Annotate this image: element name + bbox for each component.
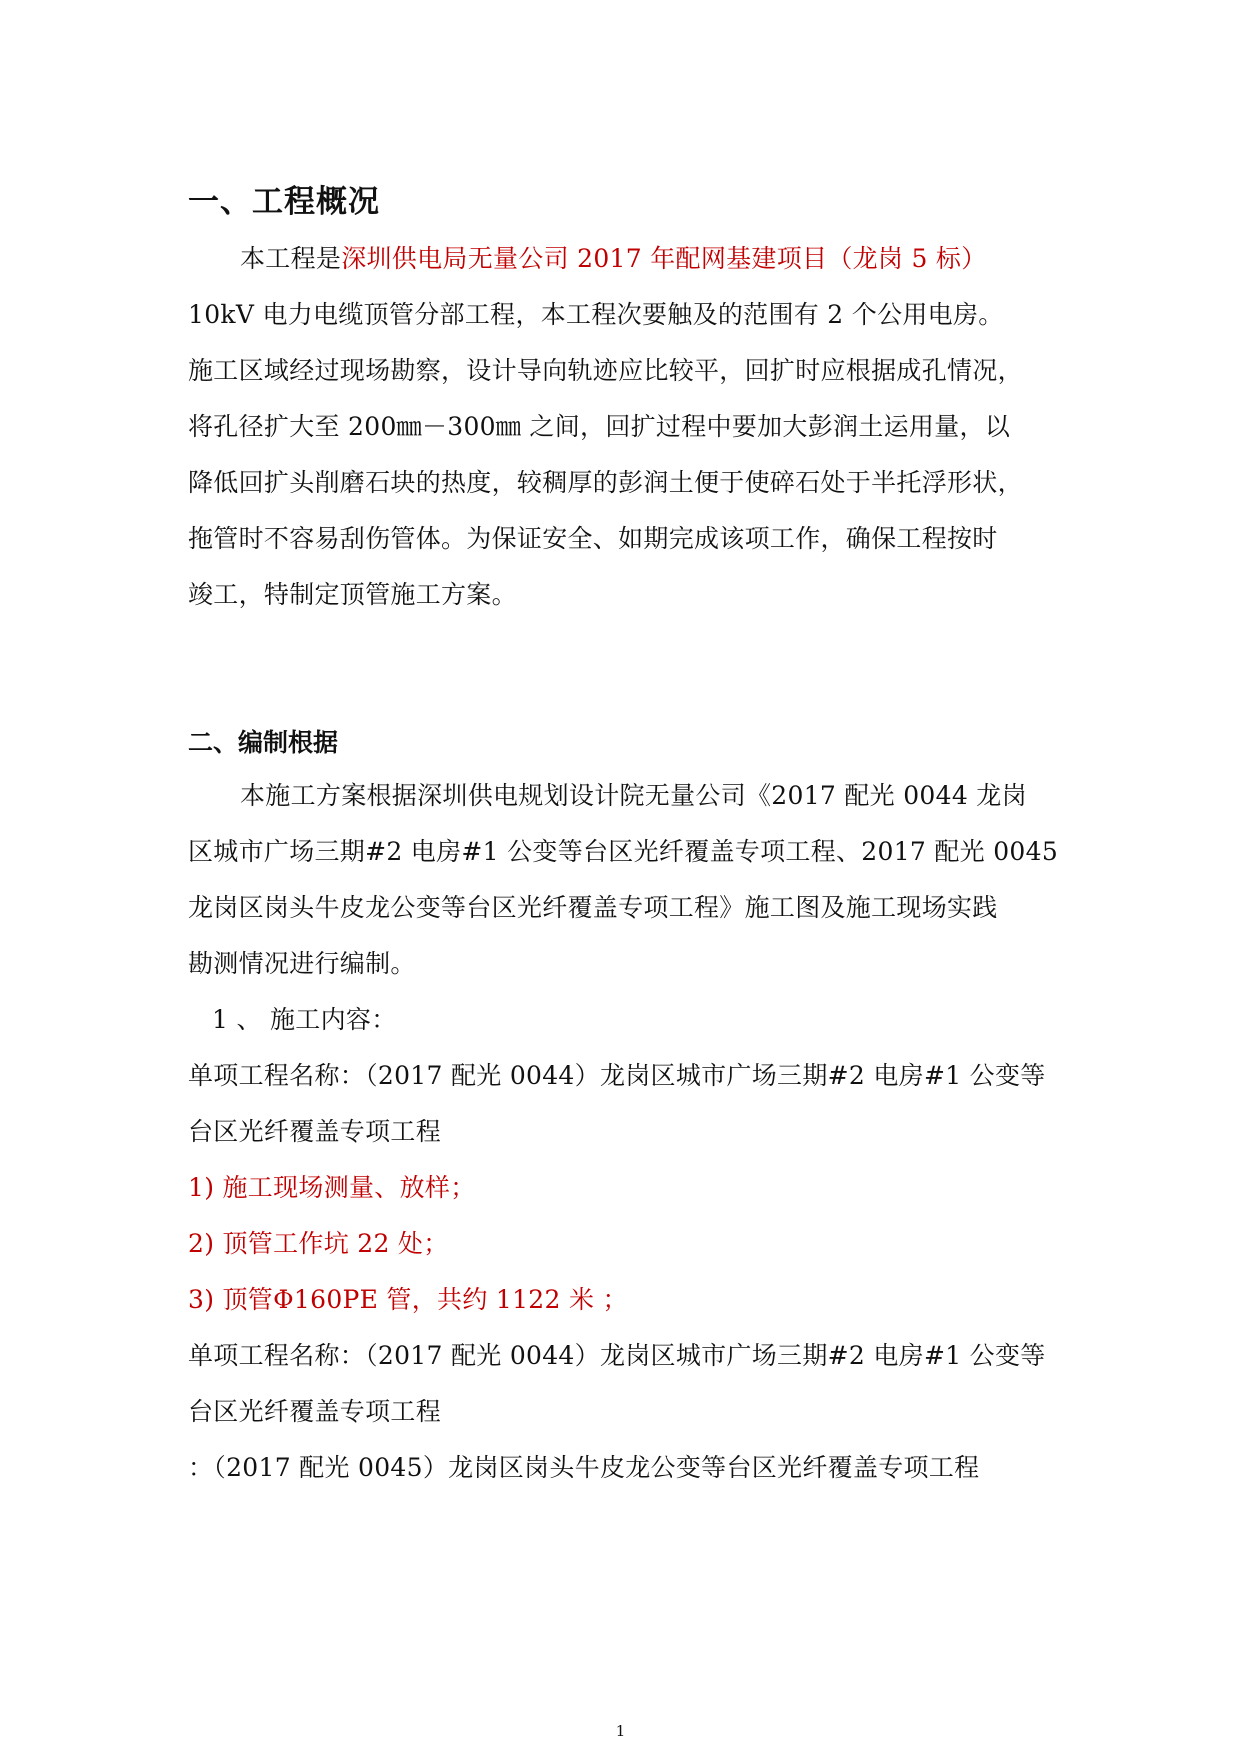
page-number: 1: [615, 1722, 626, 1740]
paragraph-line: 10kV 电力电缆顶管分部工程，本工程次要触及的范围有 2 个公用电房。: [188, 300, 1004, 329]
paragraph-line: 拖管时不容易刮伤管体。为保证安全、如期完成该项工作，确保工程按时: [188, 524, 998, 553]
paragraph-line: 降低回扩头削磨石块的热度，较稠厚的彭润土便于使碎石处于半托浮形状，: [188, 468, 1023, 497]
paragraph-line: 本施工方案根据深圳供电规划设计院无量公司《2017 配光 0044 龙岗: [240, 781, 1027, 810]
section1-heading: 一、工程概况: [188, 184, 380, 220]
project-name-line: ：（2017 配光 0045）龙岗区岗头牛皮龙公变等台区光纤覆盖专项工程: [188, 1453, 980, 1482]
task-item: 1) 施工现场测量、放样；: [188, 1173, 476, 1202]
task-item: 3) 顶管Φ160PE 管，共约 1122 米 ；: [188, 1285, 628, 1314]
paragraph-line: 勘测情况进行编制。: [188, 949, 416, 978]
task-item: 2) 顶管工作坑 22 处；: [188, 1229, 449, 1258]
paragraph-line: 区城市广场三期#2 电房#1 公变等台区光纤覆盖专项工程、2017 配光 0045: [188, 837, 1059, 866]
intro-text: 本工程是: [240, 244, 342, 273]
paragraph-line: 将孔径扩大至 200㎜－300㎜ 之间，回扩过程中要加大彭润土运用量，以: [188, 412, 1011, 441]
paragraph-line: 龙岗区岗头牛皮龙公变等台区光纤覆盖专项工程》施工图及施工现场实践: [188, 893, 998, 922]
project-name-line: 台区光纤覆盖专项工程: [188, 1117, 442, 1146]
section1-paragraph-first-line: [240, 243, 987, 275]
project-name: 深圳供电局无量公司 2017 年配网基建项目（龙岗 5 标）: [341, 244, 987, 273]
project-name-line: 单项工程名称：（2017 配光 0044）龙岗区城市广场三期#2 电房#1 公变等: [188, 1061, 1046, 1090]
numbered-item: 1 、 施工内容：: [212, 1005, 397, 1034]
section2-heading: 二、编制根据: [188, 728, 339, 757]
paragraph-line: 施工区域经过现场勘察，设计导向轨迹应比较平，回扩时应根据成孔情况，: [188, 356, 1023, 385]
paragraph-line: 竣工，特制定顶管施工方案。: [188, 580, 517, 609]
project-name-line: 台区光纤覆盖专项工程: [188, 1397, 442, 1426]
project-name-line: 单项工程名称：（2017 配光 0044）龙岗区城市广场三期#2 电房#1 公变等: [188, 1341, 1046, 1370]
